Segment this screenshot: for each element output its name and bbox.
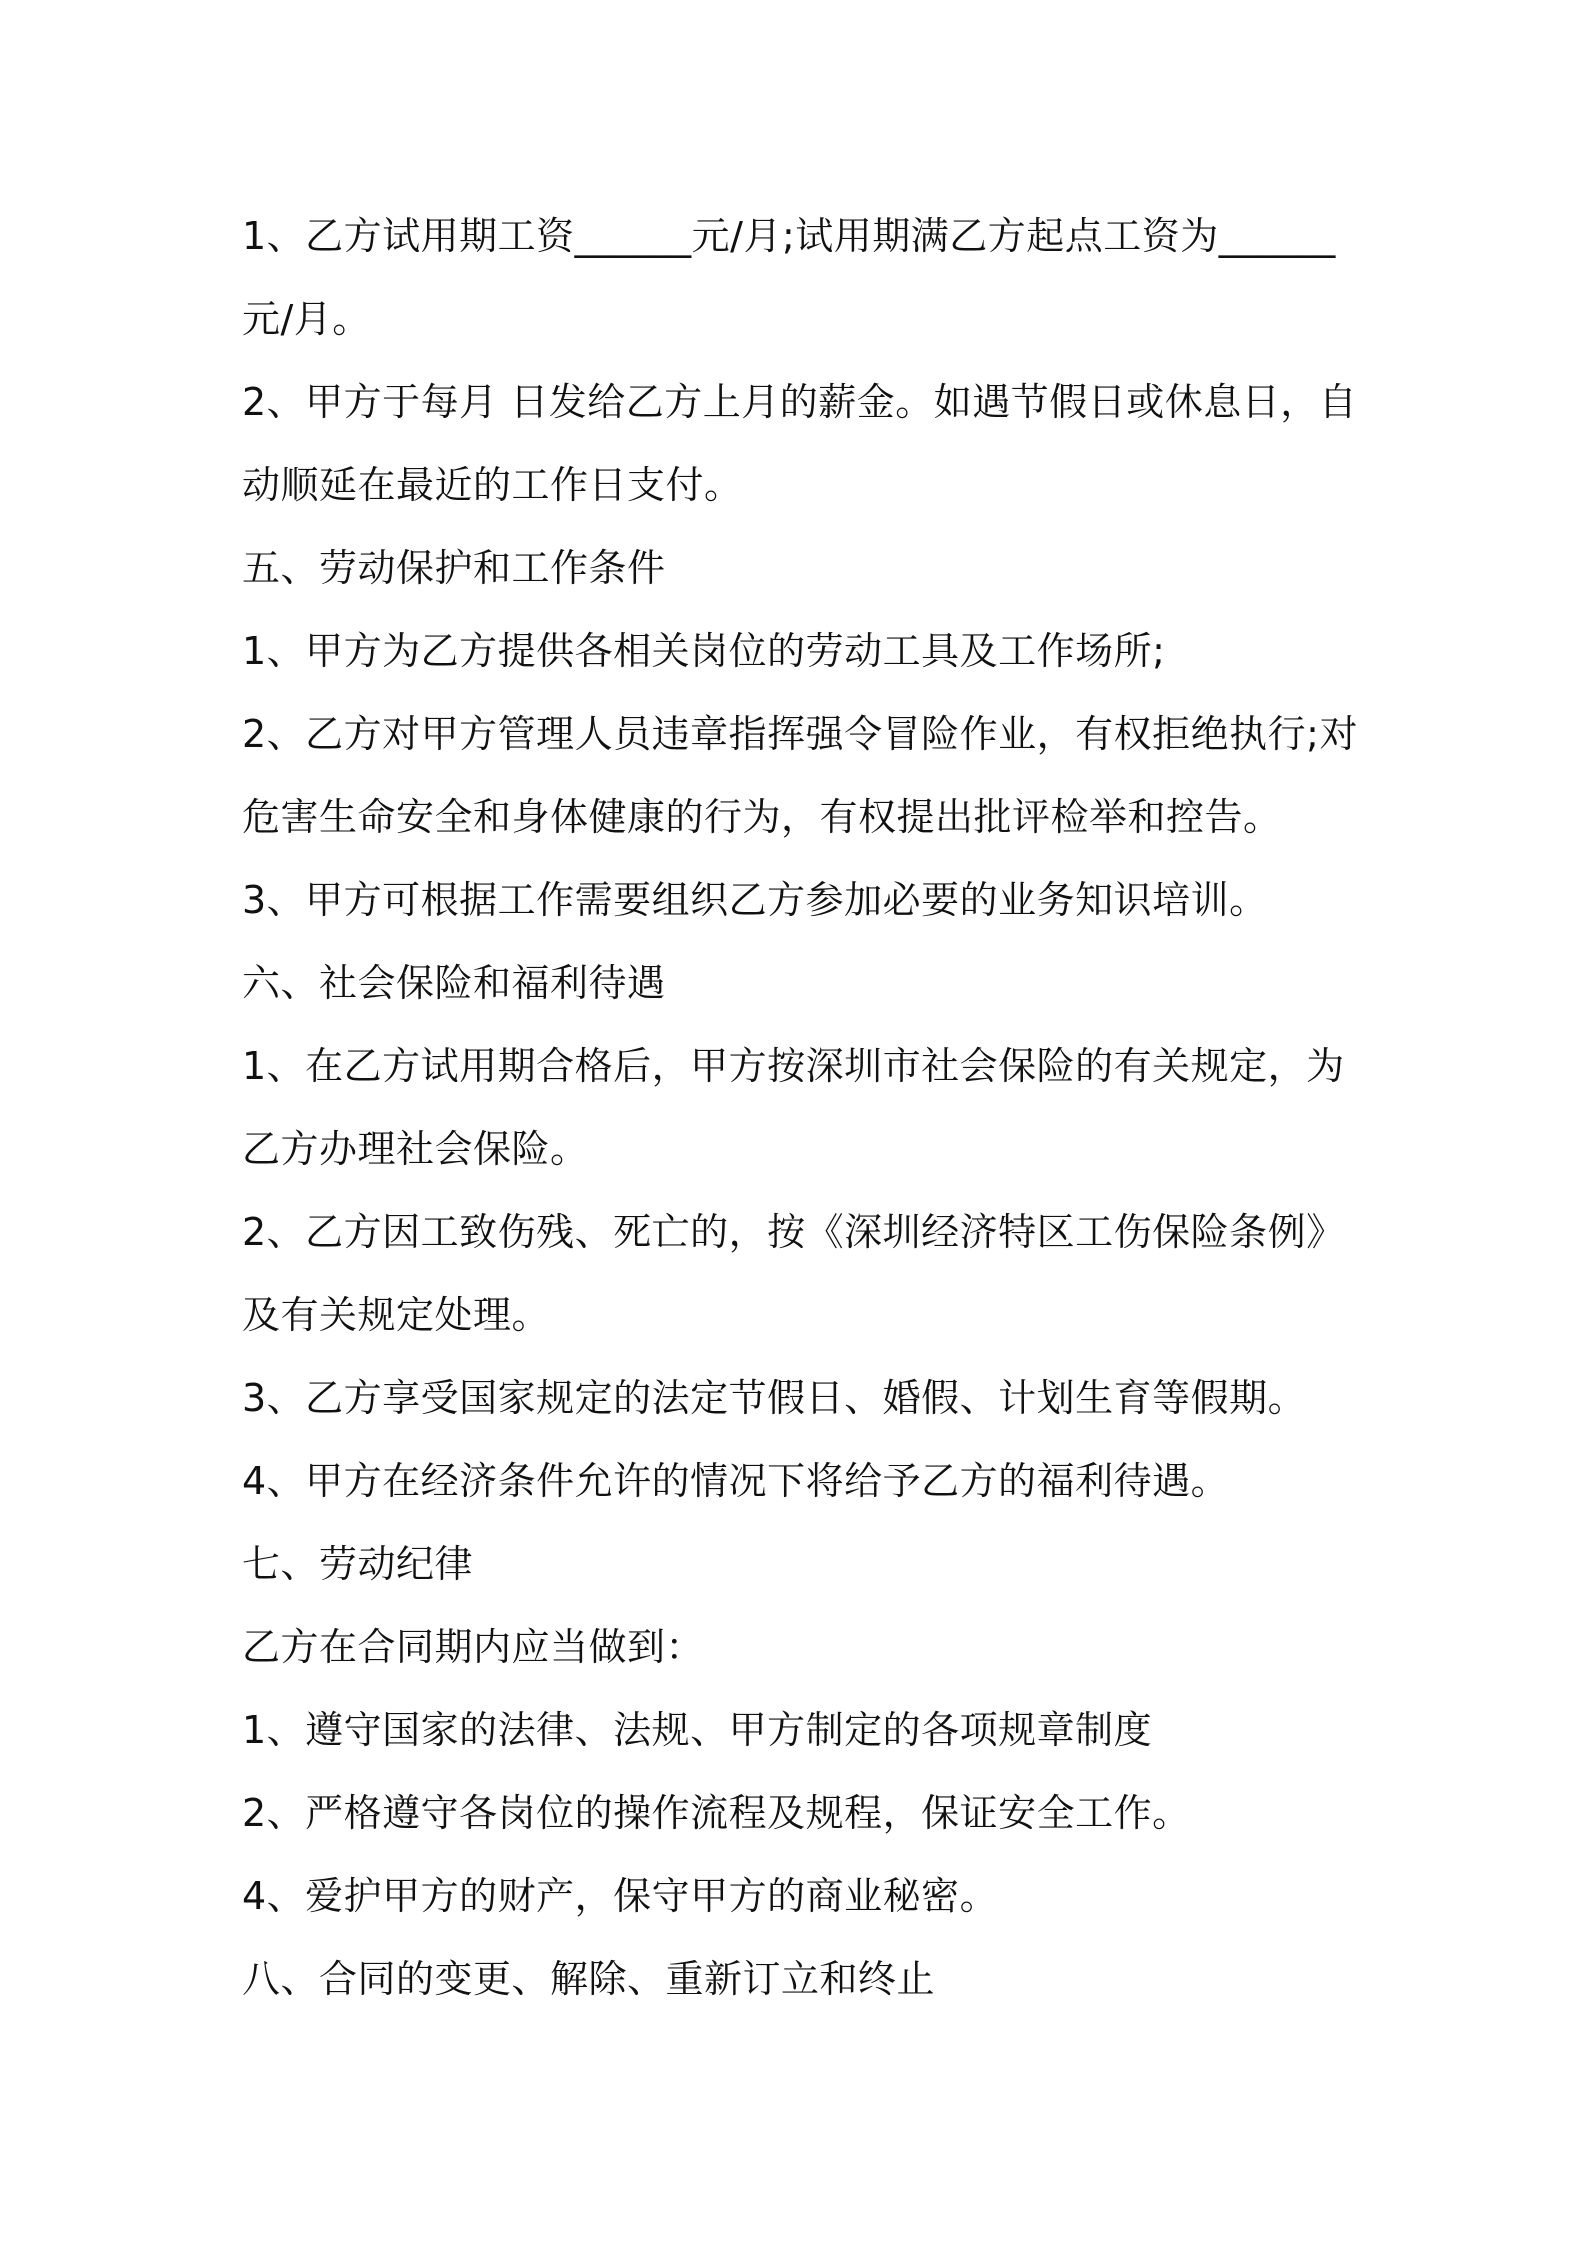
insurance-clause-3: 3、乙方享受国家规定的法定节假日、婚假、计划生育等假期。: [242, 1376, 1307, 1420]
salary-clause-1: 1、乙方试用期工资______元/月;试用期满乙方起点工资为______元/月。: [242, 214, 1336, 341]
discipline-clause-2: 2、严格遵守各岗位的操作流程及规程，保证安全工作。: [242, 1791, 1191, 1835]
protection-clause-1: 1、甲方为乙方提供各相关岗位的劳动工具及工作场所;: [242, 629, 1166, 673]
discipline-clause-1: 1、遵守国家的法律、法规、甲方制定的各项规章制度: [242, 1708, 1153, 1752]
document-body: [242, 195, 1362, 2021]
discipline-clause-4: 4、爱护甲方的财产，保守甲方的商业秘密。: [242, 1874, 999, 1918]
section-heading-8: 八、合同的变更、解除、重新订立和终止: [242, 1957, 936, 2001]
salary-clause-2: 2、甲方于每月 日发给乙方上月的薪金。如遇节假日或休息日，自动顺延在最近的工作日支付。: [242, 380, 1358, 507]
section-heading-5: 五、劳动保护和工作条件: [242, 546, 666, 590]
section-heading-7: 七、劳动纪律: [242, 1542, 474, 1586]
protection-clause-2: 2、乙方对甲方管理人员违章指挥强令冒险作业，有权拒绝执行;对危害生命安全和身体健康的行为，有权提出批评检举和控告。: [242, 712, 1358, 839]
discipline-intro: 乙方在合同期内应当做到：: [242, 1625, 705, 1669]
insurance-clause-1: 1、在乙方试用期合格后，甲方按深圳市社会保险的有关规定，为乙方办理社会保险。: [242, 1044, 1345, 1171]
protection-clause-3: 3、甲方可根据工作需要组织乙方参加必要的业务知识培训。: [242, 878, 1268, 922]
insurance-clause-4: 4、甲方在经济条件允许的情况下将给予乙方的福利待遇。: [242, 1459, 1230, 1503]
insurance-clause-2: 2、乙方因工致伤残、死亡的，按《深圳经济特区工伤保险条例》及有关规定处理。: [242, 1210, 1345, 1337]
section-heading-6: 六、社会保险和福利待遇: [242, 961, 666, 1005]
